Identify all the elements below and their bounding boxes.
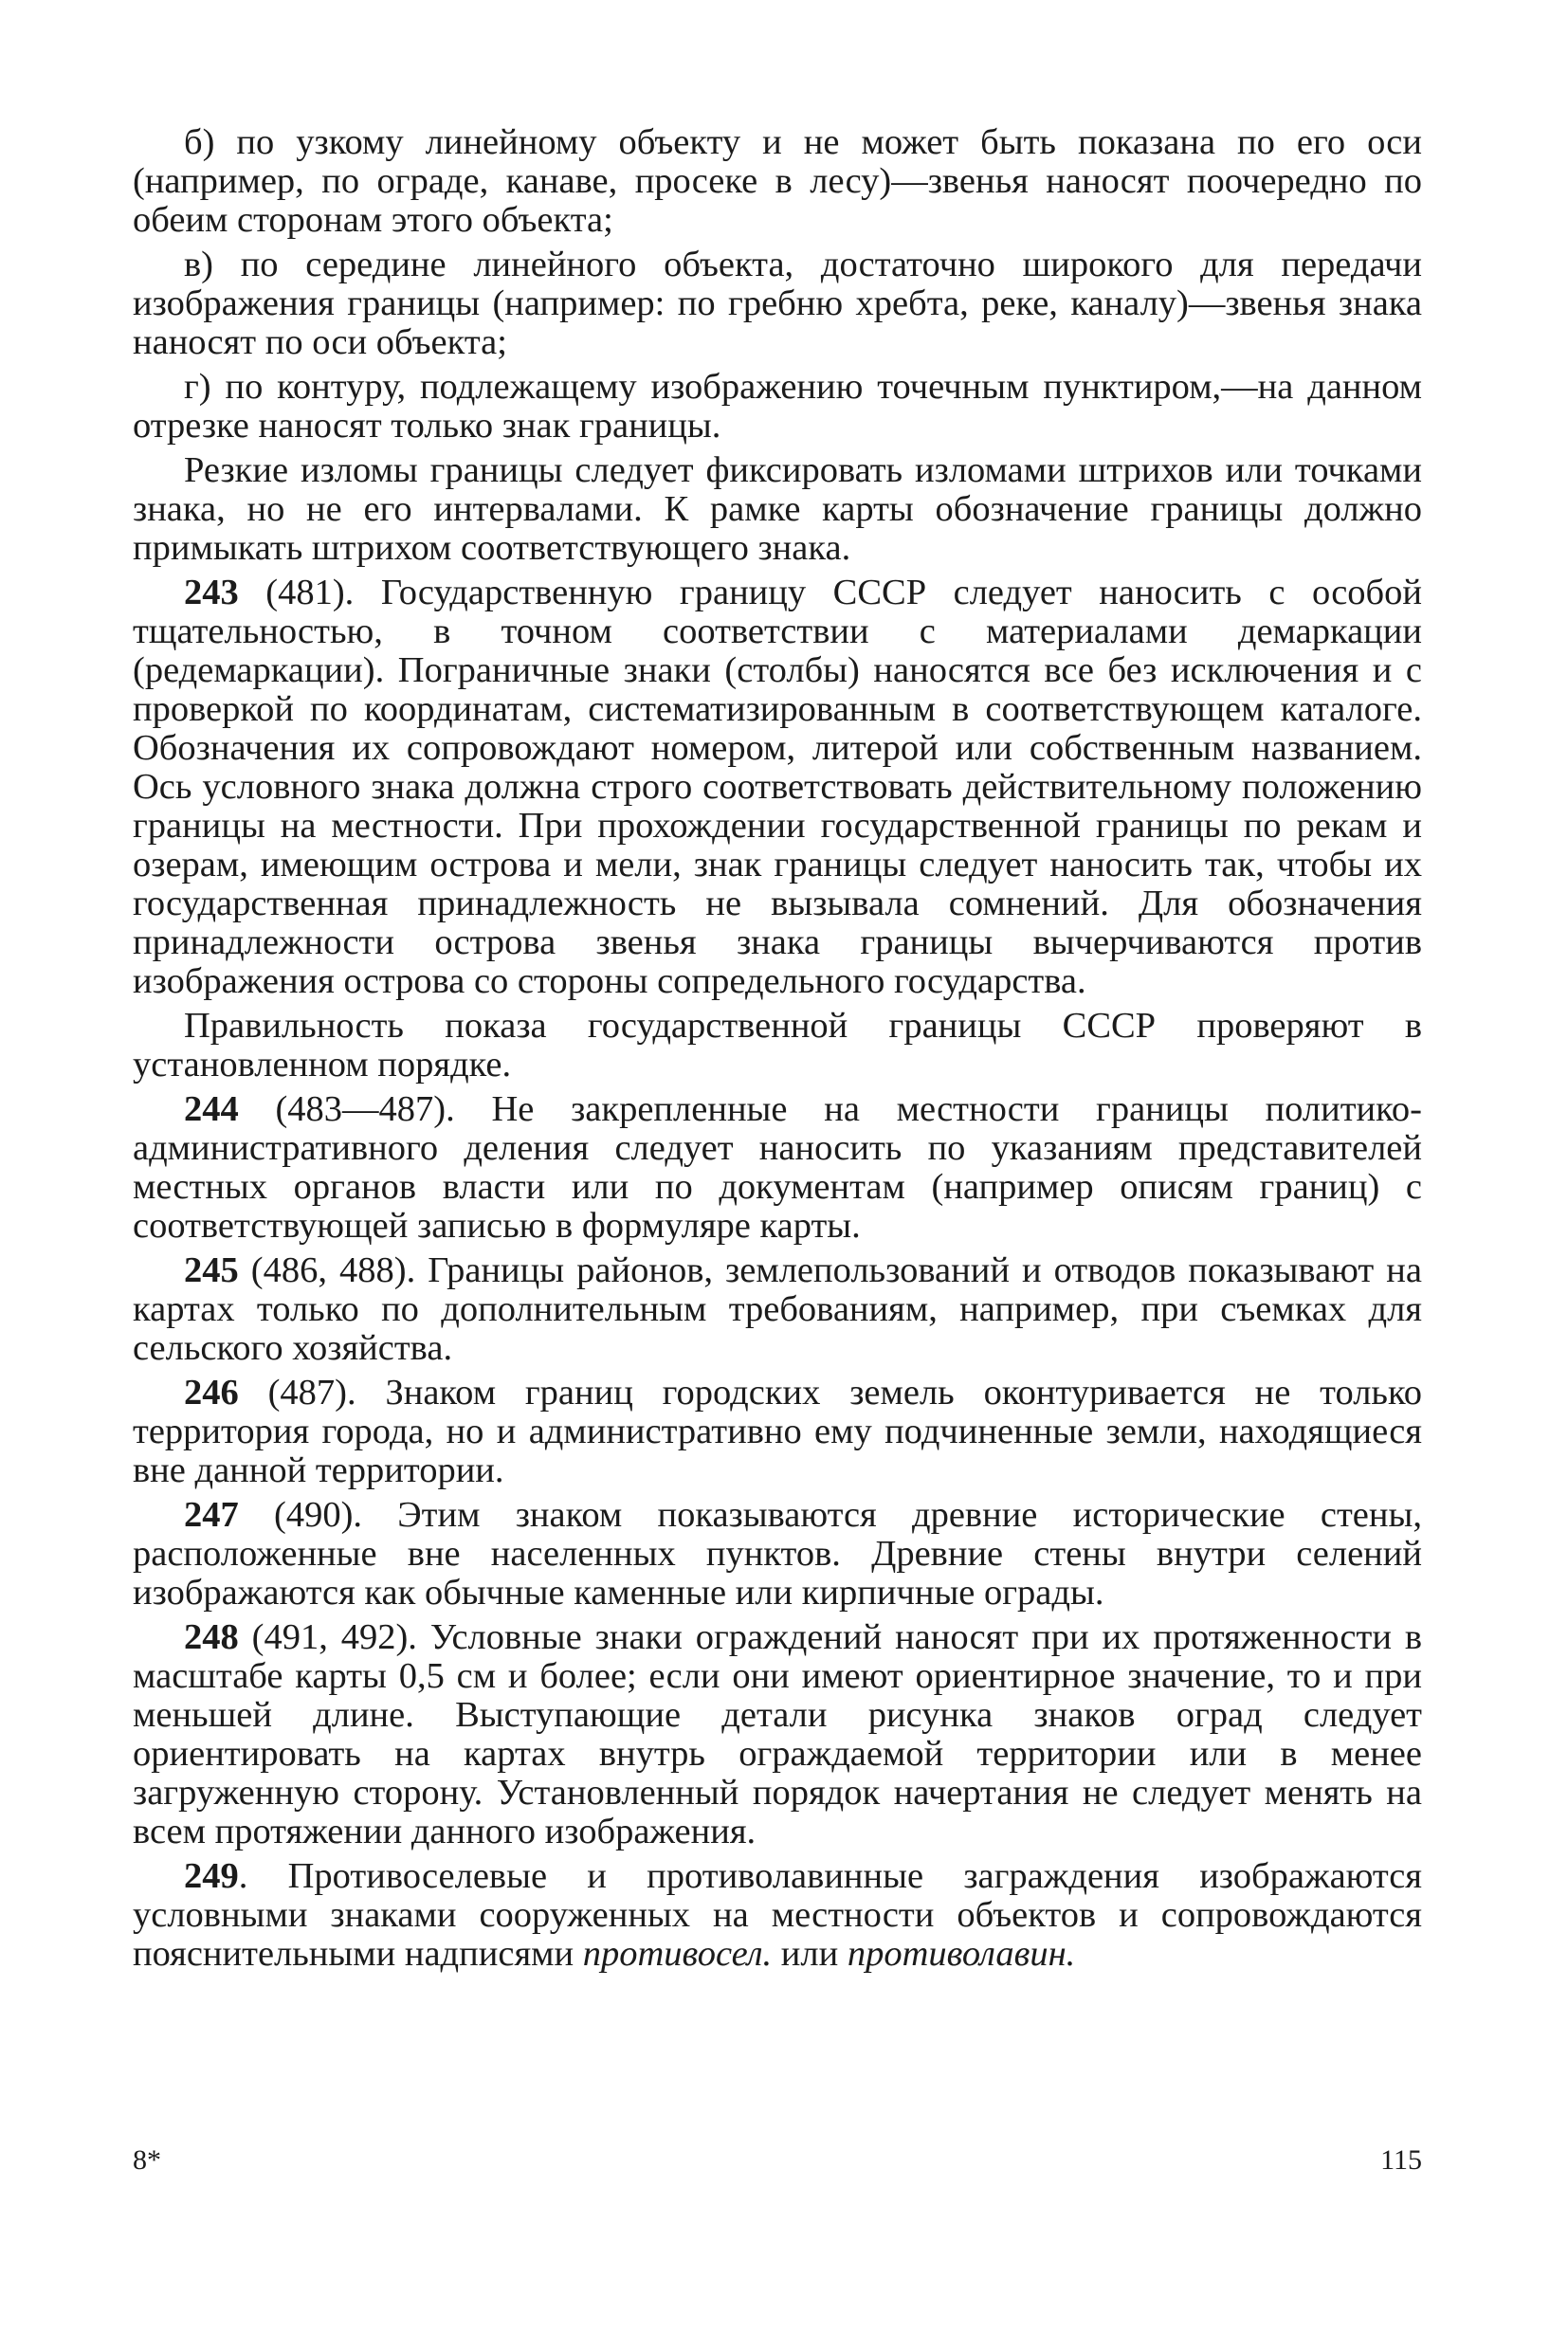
paragraph-v: в) по середине линейного объекта, достаточно широкого для передачи изображения границы (например: по гребню хребта, реке, каналу)—звенья знака наносят по оси объекта; bbox=[133, 245, 1422, 362]
paragraph-number: 245 bbox=[184, 1250, 239, 1290]
paragraph-number: 247 bbox=[184, 1495, 239, 1535]
page-body bbox=[133, 123, 1422, 1974]
paragraph-248: 248 (491, 492). Условные знаки ограждений наносят при их протяженности в масштабе карты 0,5 см и более; если они имеют ориентирное значение, то и при меньшей длине. Выступающие детали рисунка знаков оград следует ориентировать на картах внутрь ограждаемой территории или в менее загруженную сторону. Установленный порядок начертания не следует менять на всем протяжении данного изображения. bbox=[133, 1617, 1422, 1851]
paragraph-246: 246 (487). Знаком границ городских земель оконтуривается не только территория города, но и административно ему подчиненные земли, находящиеся вне данной территории. bbox=[133, 1373, 1422, 1490]
paragraph-number: 246 bbox=[184, 1373, 239, 1413]
paragraph-number: 248 bbox=[184, 1617, 239, 1657]
paragraph-breaks: Резкие изломы границы следует фиксировать изломами штрихов или точками знака, но не его интервалами. К рамке карты обозначение границы должно примыкать штрихом соответствующего знака. bbox=[133, 450, 1422, 568]
italic-term: противосел. bbox=[582, 1934, 773, 1974]
paragraph-number: 249 bbox=[184, 1856, 239, 1896]
paragraph-244: 244 (483—487). Не закрепленные на местности границы политико-административного деления следует наносить по указаниям представителей местных органов власти или по документам (например описям границ) с соответствующей записью в формуляре карты. bbox=[133, 1089, 1422, 1246]
paragraph-number: 244 bbox=[184, 1089, 239, 1129]
paragraph-247: 247 (490). Этим знаком показываются древние исторические стены, расположенные вне населенных пунктов. Древние стены внутри селений изображаются как обычные каменные или кирпичные ограды. bbox=[133, 1495, 1422, 1613]
paragraph-b: б) по узкому линейному объекту и не может быть показана по его оси (например, по ограде, канаве, просеке в лесу)—звенья наносят поочередно по обеим сторонам этого объекта; bbox=[133, 122, 1422, 240]
paragraph-243: 243 (481). Государственную границу СССР следует наносить с особой тщательностью, в точном соответствии с материалами демаркации (редемаркации). Пограничные знаки (столбы) наносятся все без исключения и с проверкой по координатам, систематизированным в соответствующем каталоге. Обозначения их сопровождают номером, литерой или собственным названием. Ось условного знака должна строго соответствовать действительному положению границы на местности. При прохождении государственной границы по рекам и озерам, имеющим острова и мели, знак границы следует наносить так, чтобы их государственная принадлежность не вызывала сомнений. Для обозначения принадлежности острова звенья знака границы вычерчиваются против изображения острова со стороны сопредельного государства. bbox=[133, 573, 1422, 1001]
paragraph-245: 245 (486, 488). Границы районов, землепользований и отводов показывают на картах только по дополнительным требованиям, например, при съемках для сельского хозяйства. bbox=[133, 1250, 1422, 1368]
paragraph-number: 243 bbox=[184, 573, 239, 612]
paragraph-verification: Правильность показа государственной границы СССР проверяют в установленном порядке. bbox=[133, 1006, 1422, 1085]
paragraph-g: г) по контуру, подлежащему изображению точечным пунктиром,—на данном отрезке наносят только знак границы. bbox=[133, 367, 1422, 446]
italic-term: противолавин. bbox=[847, 1934, 1076, 1974]
paragraph-249: 249. Противоселевые и противолавинные заграждения изображаются условными знаками сооруженных на местности объектов и сопровождаются пояснительными надписями противосел. или противолавин. bbox=[133, 1856, 1422, 1974]
page-number: 115 bbox=[1380, 2144, 1422, 2176]
signature-mark: 8* bbox=[133, 2144, 161, 2176]
